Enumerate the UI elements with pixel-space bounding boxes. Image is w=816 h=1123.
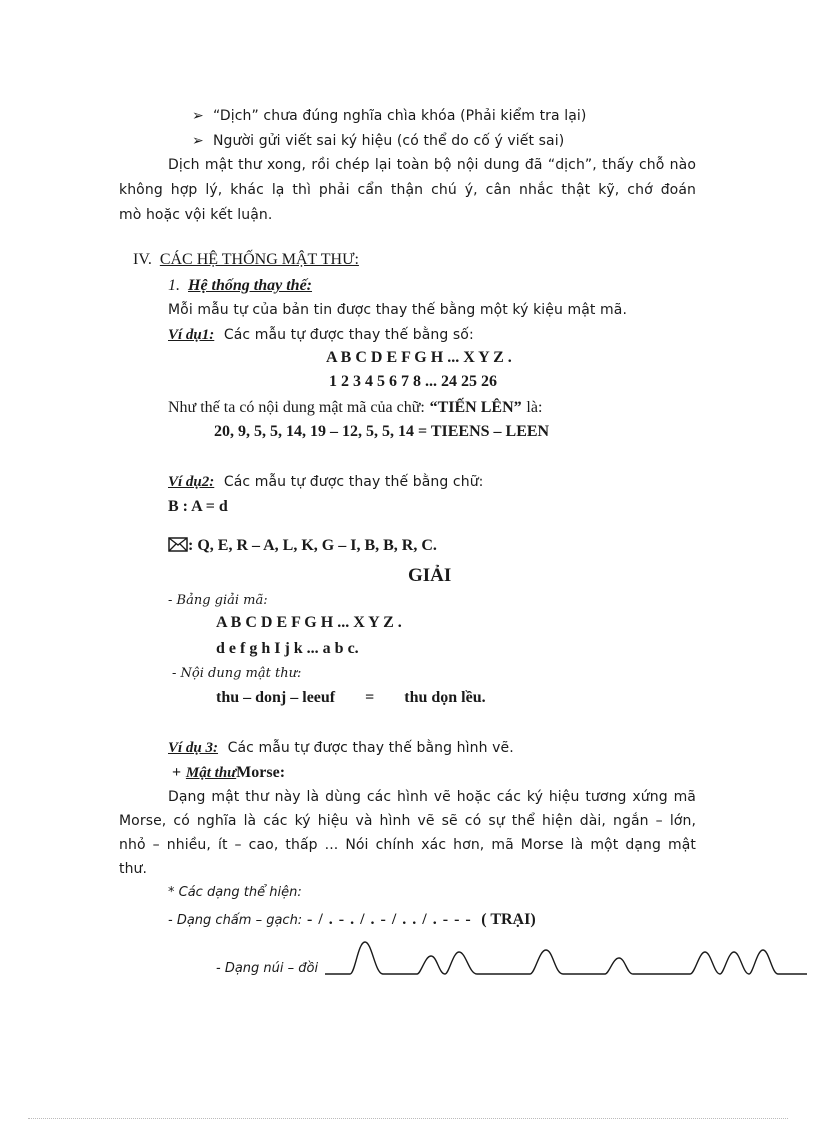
alphabet-row: A B C D E F G H ... X Y Z . <box>326 349 512 366</box>
key-line: B : A = d <box>168 498 228 515</box>
forms-label: * Các dạng thể hiện: <box>168 885 302 900</box>
example-2-heading: Ví dụ2: Các mẫu tự được thay thế bằng chữ: <box>168 474 484 490</box>
cipher-line: : Q, E, R – A, L, K, G – I, B, B, R, C. <box>168 536 437 556</box>
arrow-bullet-icon: ➢ <box>192 133 204 149</box>
content-line: thu – donj – leeuf = thu dọn lều. <box>216 689 486 706</box>
example-1-code: 20, 9, 5, 5, 14, 19 – 12, 5, 5, 14 = TIEENS – LEEN <box>214 423 550 440</box>
subsection-description: Mỗi mẫu tự của bản tin được thay thế bằng một ký kiệu mật mã. <box>168 302 628 318</box>
content-label: - Nội dung mật thư: <box>172 666 302 681</box>
example-1-intro: Như thế ta có nội dung mật mã của chữ: “TIẾN LÊN” là: <box>168 399 543 416</box>
paragraph-line: Dạng mật thư này là dùng các hình vẽ hoặc các ký hiệu tương xứng mã <box>168 789 696 805</box>
decode-table-row: d e f g h I j k ... a b c. <box>216 640 359 657</box>
morse-heading: + Mật thưMorse: <box>172 764 286 781</box>
number-row: 1 2 3 4 5 6 7 8 ... 24 25 26 <box>329 373 497 390</box>
example-3-heading: Ví dụ 3: Các mẫu tự được thay thế bằng hình vẽ. <box>168 740 514 756</box>
arrow-bullet-icon: ➢ <box>192 108 204 124</box>
example-1-heading: Ví dụ1: Các mẫu tự được thay thế bằng số: <box>168 327 474 343</box>
page-bottom-rule <box>28 1118 788 1119</box>
paragraph-line: Dịch mật thư xong, rồi chép lại toàn bộ nội dung đã “dịch”, thấy chỗ nào <box>168 157 696 173</box>
paragraph-line: thư. <box>119 861 148 877</box>
paragraph-line: nhỏ – nhiều, ít – cao, thấp ... Nói chính xác hơn, mã Morse là một dạng mật <box>119 837 696 853</box>
mountain-wave-drawing <box>325 938 807 980</box>
dash-form-line: - Dạng chấm – gạch: - / . - . / . - / . . / . - - - ( TRẠI) <box>168 911 536 928</box>
paragraph-line: Morse, có nghĩa là các ký hiệu và hình vẽ sẽ có sự thể hiện dài, ngắn – lớn, <box>119 813 696 829</box>
subsection-heading: 1. Hệ thống thay thế: <box>168 277 313 294</box>
bullet-item: ➢ Người gửi viết sai ký hiệu (có thể do cố ý viết sai) <box>192 133 565 149</box>
mountain-form-label: - Dạng núi – đồi <box>216 961 319 976</box>
envelope-icon <box>168 537 188 552</box>
solution-heading: GIẢI <box>408 565 452 586</box>
decode-table-row: A B C D E F G H ... X Y Z . <box>216 614 402 631</box>
paragraph-line: mò hoặc vội kết luận. <box>119 207 273 223</box>
section-heading: IV. CÁC HỆ THỐNG MẬT THƯ: <box>133 251 359 268</box>
bullet-item: ➢ “Dịch” chưa đúng nghĩa chìa khóa (Phải kiểm tra lại) <box>192 108 587 124</box>
paragraph-line: không hợp lý, khác lạ thì phải cẩn thận chú ý, cân nhắc thật kỹ, chớ đoán <box>119 182 696 198</box>
decode-table-label: - Bảng giải mã: <box>168 593 268 608</box>
